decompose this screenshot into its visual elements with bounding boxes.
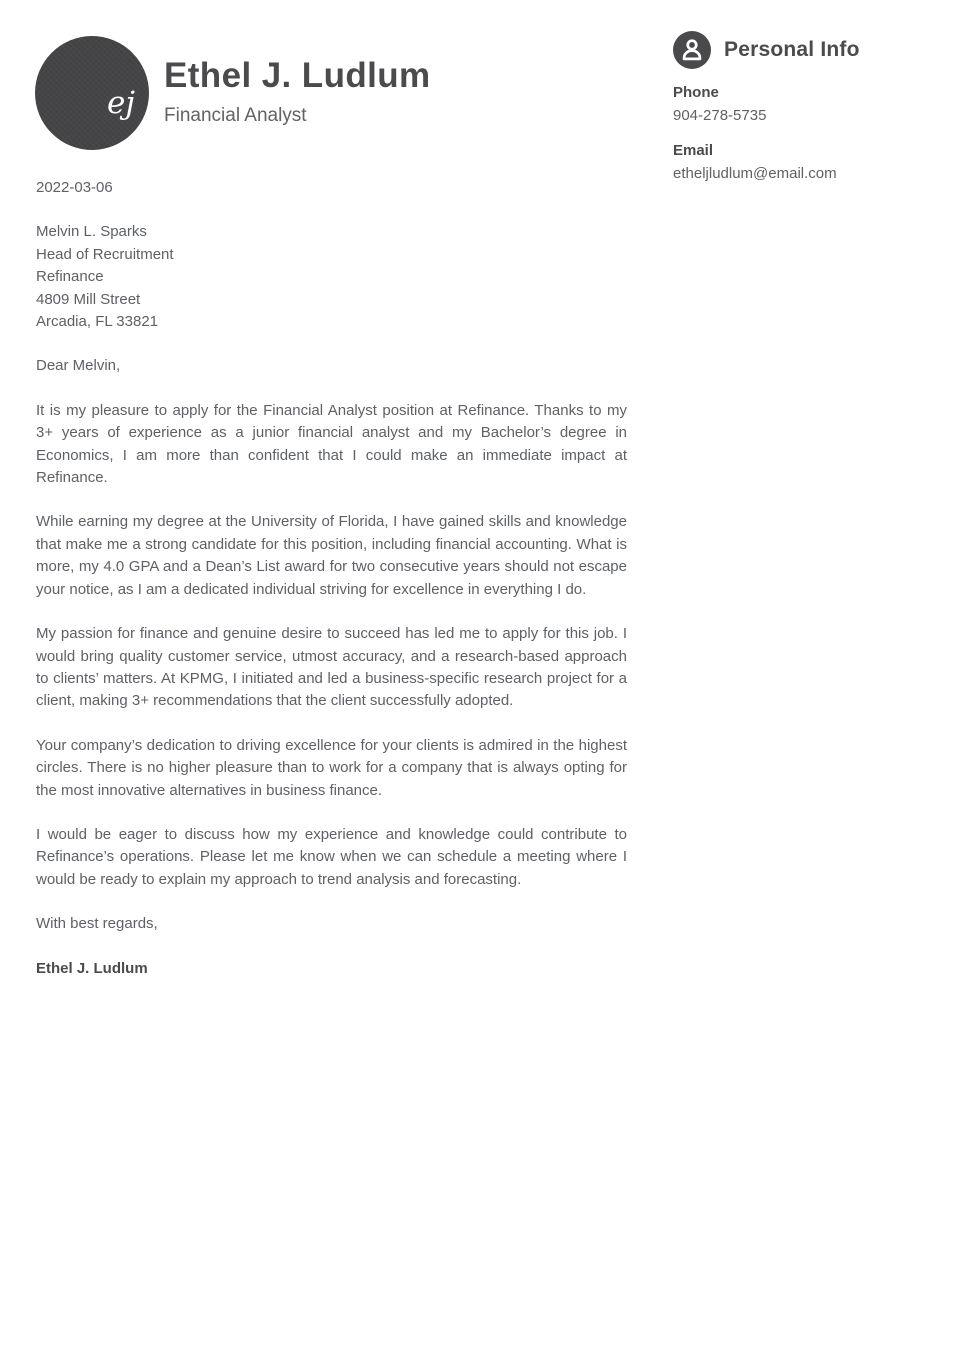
personal-info-title: Personal Info	[724, 38, 860, 61]
recipient-name: Melvin L. Sparks	[36, 223, 147, 241]
avatar-initials: ej	[107, 85, 135, 121]
closing: With best regards,	[36, 915, 158, 933]
salutation: Dear Melvin,	[36, 357, 121, 375]
job-title: Financial Analyst	[164, 105, 307, 126]
avatar	[35, 36, 149, 150]
letter-body	[36, 177, 627, 980]
email-field	[673, 142, 935, 182]
recipient-title: Head of Recruitment	[36, 245, 174, 263]
recipient-company: Refinance	[36, 268, 104, 286]
header	[164, 56, 431, 128]
recipient-block	[36, 221, 627, 333]
personal-info-header	[673, 31, 935, 69]
paragraph-3: My passion for finance and genuine desire to succeed has led me to apply for this job. I would bring quality customer service, utmost accuracy, and a research-based approach to clients’ matters. At KPMG, I initiated and led a business-specific research project for a client, making 3+ recommendations that the client successfully adopted.	[36, 625, 627, 710]
paragraph-5: I would be eager to discuss how my experience and knowledge could contribute to Refinance’s operations. Please let me know when we can schedule a meeting where I would be ready to explain my approach to trend analysis and forecasting.	[36, 825, 627, 888]
recipient-street: 4809 Mill Street	[36, 290, 141, 308]
phone-field	[673, 84, 935, 124]
personal-info-section	[673, 31, 935, 182]
signature: Ethel J. Ludlum	[36, 959, 148, 977]
phone-label: Phone	[673, 84, 719, 101]
recipient-city: Arcadia, FL 33821	[36, 313, 159, 331]
paragraph-2: While earning my degree at the University of Florida, I have gained skills and knowledge that make me a strong candidate for this position, including financial accounting. What is more, my 4.0 GPA and a Dean’s List award for two consecutive years should not escape your notice, as I am a dedicated individual striving for excellence in everything I do.	[36, 513, 627, 598]
page-title: Ethel J. Ludlum	[164, 56, 431, 95]
email-value: etheljludlum@email.com	[673, 165, 837, 182]
phone-value: 904-278-5735	[673, 107, 767, 124]
paragraph-4: Your company’s dedication to driving excellence for your clients is admired in the highest circles. There is no higher pleasure than to work for a company that is always opting for the most innovative alternatives in business finance.	[36, 736, 627, 799]
paragraph-1: It is my pleasure to apply for the Financial Analyst position at Refinance. Thanks to my 3+ years of experience as a junior financial analyst and my Bachelor’s degree in Economics, I am more than confident that I could make an immediate impact at Refinance.	[36, 401, 627, 487]
email-label: Email	[673, 142, 714, 159]
person-icon	[673, 31, 711, 69]
letter-date: 2022-03-06	[36, 179, 113, 196]
